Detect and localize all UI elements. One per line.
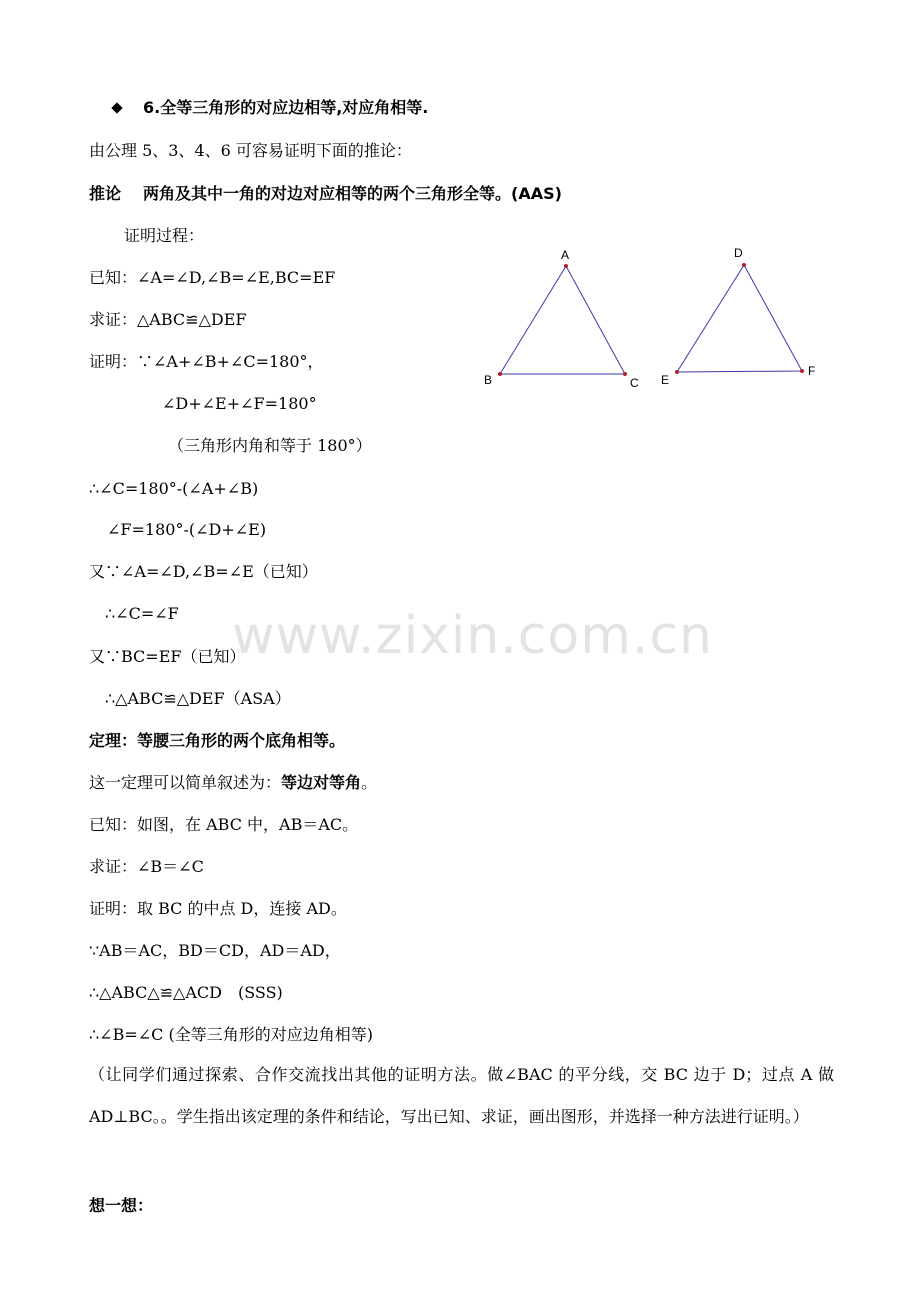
label-d: D	[734, 246, 743, 260]
step-1: ∴∠C=180°-(∠A+∠B)	[89, 479, 259, 498]
theorem-known: 已知：如图，在 ABC 中，AB＝AC。	[89, 815, 359, 834]
think-heading: 想一想：	[89, 1196, 154, 1215]
restate-bold: 等边对等角	[281, 773, 362, 792]
theorem-proof: 证明：取 BC 的中点 D，连接 AD。	[89, 899, 347, 918]
label-f: F	[808, 364, 816, 378]
theorem-step-3: ∴∠B=∠C (全等三角形的对应边角相等)	[89, 1025, 373, 1044]
label-e: E	[661, 373, 670, 387]
restate-suffix: 。	[361, 773, 378, 792]
theorem-step-2: ∴△ABC△≌△ACD (SSS)	[89, 983, 283, 1002]
corollary-label: 推论	[89, 184, 122, 203]
proof-line-3: （三角形内角和等于 180°）	[168, 436, 372, 455]
corollary-text: 两角及其中一角的对边对应相等的两个三角形全等。(AAS)	[143, 184, 562, 203]
prove-text: 求证：△ABC≌△DEF	[89, 310, 247, 329]
label-b: B	[484, 373, 493, 387]
proof-line-1: 证明：∵∠A+∠B+∠C=180°，	[89, 352, 324, 371]
step-2: ∠F=180°-(∠D+∠E)	[107, 520, 267, 539]
note-paragraph: （让同学们通过探索、合作交流找出其他的证明方法。做∠BAC 的平分线，交 BC 边于 D；过点 A 做 AD⊥BC。。学生指出该定理的条件和结论，写出已知、求证，画出图形，并选择一种方法进行证明。）	[89, 1065, 834, 1126]
step-4: ∴∠C=∠F	[105, 604, 179, 623]
restate-text	[89, 773, 377, 793]
known-text: 已知：∠A=∠D,∠B=∠E,BC=EF	[89, 268, 336, 287]
restate-prefix: 这一定理可以简单叙述为：	[89, 773, 282, 792]
step-6: ∴△ABC≌△DEF（ASA）	[105, 689, 291, 708]
watermark: www.zixin.com.cn	[232, 606, 713, 666]
bullet-icon	[111, 102, 122, 113]
triangles-figure	[470, 235, 840, 395]
label-c: C	[630, 376, 639, 390]
theorem-text: 定理：等腰三角形的两个底角相等。	[89, 731, 346, 750]
step-3: 又∵∠A=∠D,∠B=∠E（已知）	[89, 562, 318, 581]
label-a: A	[561, 248, 570, 262]
theorem-step-1: ∵AB＝AC，BD＝CD，AD＝AD，	[89, 941, 341, 960]
theorem-prove: 求证：∠B＝∠C	[89, 857, 204, 876]
triangle-abc	[484, 248, 639, 390]
item-6: 6.全等三角形的对应边相等,对应角相等.	[143, 98, 429, 117]
step-5: 又∵BC=EF（已知）	[89, 647, 246, 666]
triangle-def	[661, 246, 815, 387]
proof-process: 证明过程：	[124, 226, 205, 245]
corollary	[89, 184, 562, 204]
intro-text: 由公理 5、3、4、6 可容易证明下面的推论：	[89, 141, 412, 160]
proof-line-2: ∠D+∠E+∠F=180°	[162, 394, 317, 413]
